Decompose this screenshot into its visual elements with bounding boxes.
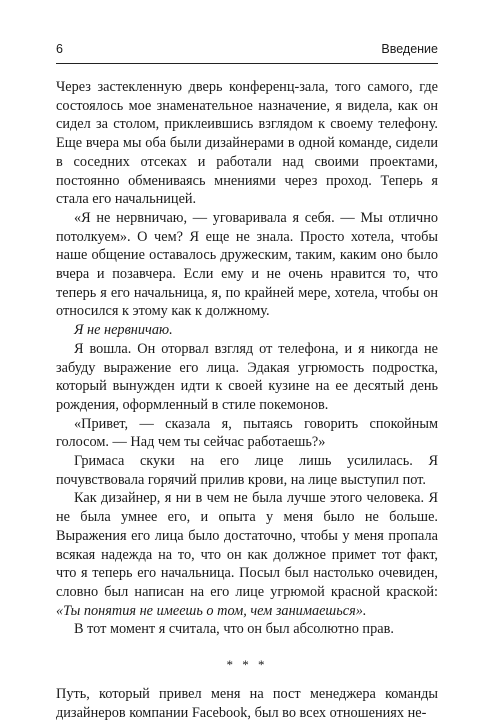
paragraph-6: Гримаса скуки на его лице лишь усилилась. Я почувствовала горячий прилив крови, на лице выступил пот. [56,453,438,488]
paragraph-4: Я вошла. Он оторвал взгляд от телефона, и я никогда не забуду выражение его лица. Эдакая угрюмость подростка, который вынужден идти к своей кузине на ее десятый день рождения, оформленный в стиле покемонов. [56,340,438,413]
paragraph-7-italic: «Ты понятия не имеешь о том, чем занимаешься». [56,602,367,619]
section-separator: * * * [226,657,268,673]
page-header [56,40,438,60]
paragraph-8: В тот момент я считала, что он был абсолютно прав. [74,621,394,638]
running-title: Введение [381,42,438,56]
paragraph-5: «Привет, — сказала я, пытаясь говорить спокойным голосом. — Над чем ты сейчас работаешь?» [56,415,438,451]
header-rule [56,63,438,64]
paragraph-2: «Я не нервничаю, — уговаривала я себя. — Мы отлично потолкуем». О чем? Я еще не знала. Просто хотела, чтобы наше общение оставалось дружеским, таким, каким оно было вчера и позавчера. Если ему и не очень нравится то, что теперь я его начальница, я, по крайней мере, хотела, чтобы он относился к этому как к должному. [56,209,438,320]
paragraph-7-text: Как дизайнер, я ни в чем не была лучше этого человека. Я не была умнее его, и опыта у меня было не больше. Выражения его лица было достаточно, чтобы у меня пропала всякая надежда на то, что он как должное примет тот факт, что я теперь его начальница. Посыл был настолько очевиден, словно был написан на его лице угрюмой красной краской: [56,490,438,600]
paragraph-3: Я не нервничаю. [74,322,173,339]
page-number: 6 [56,42,63,56]
paragraph-1: Через застекленную дверь конференц-зала, того самого, где состоялось мое знаменательное назначение, я видела, как он сидел за столом, приклеившись взглядом к своему телефону. Еще вчера мы оба были дизайнерами в одной команде, сидели в соседних отсеках и работали над своими проектами, постоянно обмениваясь мнениями через проход. Теперь я стала его начальницей. [56,79,438,208]
paragraph-9: Путь, который привел меня на пост менеджера команды дизайнеров компании Facebook, был во всех отношениях не- [56,685,438,721]
paragraph-7 [56,489,438,620]
body-text [56,78,438,722]
